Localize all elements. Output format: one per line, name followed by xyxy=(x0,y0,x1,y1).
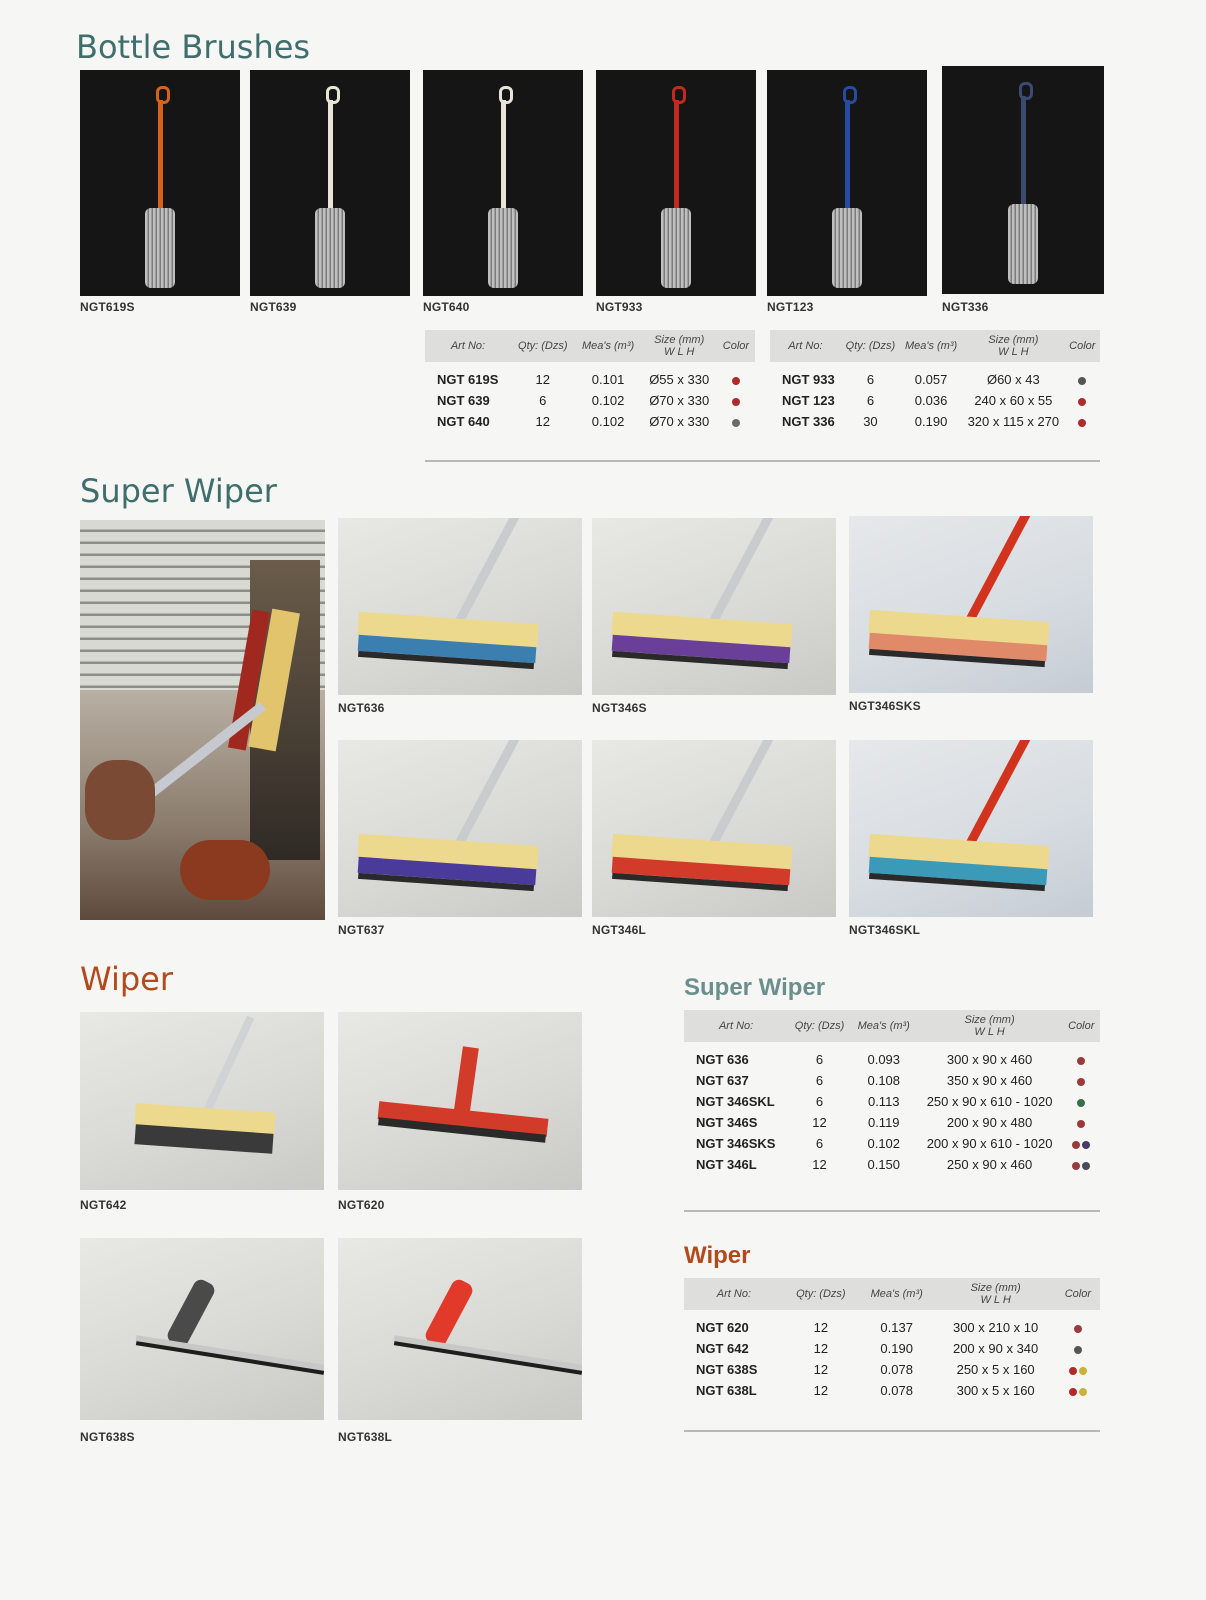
product-code-caption: NGT346SKS xyxy=(849,699,921,713)
cell-size: 240 x 60 x 55 xyxy=(974,393,1053,408)
col-meas: Mea's (m³) xyxy=(851,1010,917,1042)
cell-meas: 0.102 xyxy=(591,393,625,408)
cell-art: NGT 637 xyxy=(696,1073,749,1088)
cell-art: NGT 638S xyxy=(696,1362,758,1377)
bottle-brush-photo xyxy=(596,70,756,296)
wiper-photo xyxy=(338,1238,582,1420)
cell-size: 200 x 90 x 340 xyxy=(952,1341,1039,1356)
cell-meas: 0.102 xyxy=(867,1136,901,1151)
table-row xyxy=(684,1338,1100,1359)
cell-color xyxy=(717,362,755,390)
color-swatch xyxy=(1069,1367,1077,1375)
product-code-caption: NGT636 xyxy=(338,701,385,715)
bottle-brush-spec-table-right xyxy=(770,330,1100,432)
color-swatch xyxy=(1074,1346,1082,1354)
col-qty: Qty: (Dzs) xyxy=(841,330,900,362)
cell-art: NGT 636 xyxy=(696,1052,749,1067)
brush-handle xyxy=(1021,96,1026,206)
color-swatch xyxy=(1074,1325,1082,1333)
cell-meas: 0.108 xyxy=(867,1073,901,1088)
table-row xyxy=(684,1112,1100,1133)
col-art: Art No: xyxy=(684,1010,788,1042)
cell-art: NGT 638L xyxy=(696,1383,757,1398)
cell-meas: 0.150 xyxy=(867,1157,901,1172)
color-swatch xyxy=(732,398,740,406)
table-row xyxy=(684,1359,1100,1380)
cell-color xyxy=(1063,1133,1100,1154)
cell-color xyxy=(1063,1091,1100,1112)
table-row xyxy=(770,411,1100,432)
cell-size: 250 x 90 x 460 xyxy=(946,1157,1033,1172)
cell-color xyxy=(1065,362,1100,390)
product-code-caption: NGT638S xyxy=(80,1430,135,1444)
cell-art: NGT 346L xyxy=(696,1157,757,1172)
cell-meas: 0.101 xyxy=(591,372,625,387)
cell-size: 200 x 90 x 610 - 1020 xyxy=(926,1136,1053,1151)
cell-color xyxy=(1056,1310,1100,1338)
cell-meas: 0.078 xyxy=(880,1383,913,1398)
cell-meas: 0.036 xyxy=(914,393,948,408)
table-row xyxy=(770,390,1100,411)
cell-meas: 0.119 xyxy=(867,1115,900,1130)
brush-bristles xyxy=(488,208,518,288)
cell-qty: 30 xyxy=(863,414,878,429)
cell-art: NGT 933 xyxy=(782,372,835,387)
table-row xyxy=(425,411,755,432)
cell-qty: 6 xyxy=(815,1052,824,1067)
cell-meas: 0.102 xyxy=(591,414,625,429)
cell-meas: 0.190 xyxy=(914,414,948,429)
color-swatch xyxy=(1078,377,1086,385)
cell-meas: 0.093 xyxy=(867,1052,901,1067)
table-row xyxy=(684,1310,1100,1338)
cell-qty: 6 xyxy=(815,1136,824,1151)
product-code-caption: NGT637 xyxy=(338,923,385,937)
bottle-brush-photo xyxy=(767,70,927,296)
bottle-brush-photo xyxy=(942,66,1104,294)
col-art: Art No: xyxy=(425,330,511,362)
color-swatch xyxy=(1072,1162,1080,1170)
col-color: Color xyxy=(1056,1278,1100,1310)
color-swatch xyxy=(1082,1141,1090,1149)
brush-handle xyxy=(674,100,679,210)
brush-handle xyxy=(845,100,850,210)
color-swatch xyxy=(1069,1388,1077,1396)
col-qty: Qty: (Dzs) xyxy=(784,1278,858,1310)
cell-color xyxy=(1063,1042,1100,1070)
super-wiper-photo xyxy=(592,740,836,917)
cell-color xyxy=(1063,1070,1100,1091)
cell-art: NGT 123 xyxy=(782,393,835,408)
color-swatch xyxy=(732,419,740,427)
cell-size: 350 x 90 x 460 xyxy=(946,1073,1033,1088)
product-code-caption: NGT640 xyxy=(423,300,470,314)
cell-size: 250 x 5 x 160 xyxy=(956,1362,1035,1377)
product-code-caption: NGT336 xyxy=(942,300,989,314)
brush-bristles xyxy=(832,208,862,288)
color-swatch xyxy=(1078,398,1086,406)
wiper-handle xyxy=(165,1277,217,1349)
cell-size: 300 x 5 x 160 xyxy=(956,1383,1035,1398)
wiper-photo xyxy=(80,1238,324,1420)
color-swatch xyxy=(1079,1367,1087,1375)
table-row xyxy=(684,1091,1100,1112)
cell-qty: 6 xyxy=(539,393,547,408)
brush-bristles xyxy=(1008,204,1038,284)
super-wiper-photo xyxy=(338,518,582,695)
cell-color xyxy=(1063,1112,1100,1133)
cell-qty: 12 xyxy=(535,414,551,429)
cell-qty: 12 xyxy=(813,1320,829,1335)
cell-qty: 12 xyxy=(813,1341,829,1356)
wiper-photo xyxy=(80,1012,324,1190)
table-row xyxy=(684,1380,1100,1401)
cell-art: NGT 346S xyxy=(696,1115,758,1130)
table-row xyxy=(684,1042,1100,1070)
bottle-brush-photo xyxy=(423,70,583,296)
product-code-caption: NGT346S xyxy=(592,701,647,715)
cell-color xyxy=(1056,1359,1100,1380)
cell-art: NGT 336 xyxy=(782,414,835,429)
cell-size: 300 x 90 x 460 xyxy=(946,1052,1033,1067)
product-code-caption: NGT346SKL xyxy=(849,923,921,937)
col-size: Size (mm) W L H xyxy=(641,330,716,362)
super-wiper-spec-table xyxy=(684,1010,1100,1175)
super-wiper-scene-photo xyxy=(80,520,325,920)
super-wiper-title: Super Wiper xyxy=(80,472,277,510)
cell-size: Ø70 x 330 xyxy=(649,414,710,429)
product-code-caption: NGT933 xyxy=(596,300,643,314)
bottle-brush-photo xyxy=(250,70,410,296)
product-code-caption: NGT638L xyxy=(338,1430,393,1444)
brush-bristles xyxy=(145,208,175,288)
table-row xyxy=(684,1070,1100,1091)
super-wiper-photo xyxy=(849,740,1093,917)
product-code-caption: NGT642 xyxy=(80,1198,127,1212)
brush-handle xyxy=(158,100,163,210)
cell-meas: 0.078 xyxy=(880,1362,913,1377)
table-row xyxy=(425,390,755,411)
cell-art: NGT 620 xyxy=(696,1320,749,1335)
cell-qty: 12 xyxy=(535,372,551,387)
cell-size: Ø70 x 330 xyxy=(649,393,710,408)
cell-qty: 12 xyxy=(812,1115,827,1130)
table-row xyxy=(425,362,755,390)
super-wiper-photo xyxy=(849,516,1093,693)
col-size: Size (mm) W L H xyxy=(962,330,1065,362)
col-art: Art No: xyxy=(684,1278,784,1310)
cell-meas: 0.113 xyxy=(867,1094,900,1109)
wiper-rubber xyxy=(136,1341,324,1375)
brush-handle xyxy=(328,100,333,210)
col-color: Color xyxy=(1065,330,1100,362)
cell-color xyxy=(1065,411,1100,432)
cell-meas: 0.137 xyxy=(880,1320,913,1335)
product-code-caption: NGT639 xyxy=(250,300,297,314)
cell-meas: 0.190 xyxy=(880,1341,913,1356)
product-code-caption: NGT346L xyxy=(592,923,647,937)
color-swatch xyxy=(1079,1388,1087,1396)
cell-color xyxy=(717,411,755,432)
table-row xyxy=(684,1133,1100,1154)
col-color: Color xyxy=(1063,1010,1100,1042)
cell-size: 300 x 210 x 10 xyxy=(952,1320,1039,1335)
col-meas: Mea's (m³) xyxy=(575,330,642,362)
wiper-table-title: Wiper xyxy=(684,1242,751,1269)
cell-qty: 6 xyxy=(866,393,875,408)
cell-color xyxy=(1065,390,1100,411)
cell-size: Ø60 x 43 xyxy=(986,372,1040,387)
product-code-caption: NGT123 xyxy=(767,300,814,314)
cell-qty: 6 xyxy=(866,372,875,387)
cell-qty: 6 xyxy=(815,1094,824,1109)
brush-bristles xyxy=(315,208,345,288)
bottle-brush-spec-table-left xyxy=(425,330,755,432)
cell-qty: 6 xyxy=(815,1073,824,1088)
product-code-caption: NGT620 xyxy=(338,1198,385,1212)
product-code-caption: NGT619S xyxy=(80,300,135,314)
col-size: Size (mm) W L H xyxy=(917,1010,1063,1042)
color-swatch xyxy=(1077,1120,1085,1128)
super-wiper-photo xyxy=(592,518,836,695)
cell-color xyxy=(1056,1338,1100,1359)
cell-meas: 0.057 xyxy=(914,372,948,387)
table-row xyxy=(770,362,1100,390)
cell-qty: 12 xyxy=(813,1383,829,1398)
super-wiper-table-title: Super Wiper xyxy=(684,974,826,1001)
cell-size: 200 x 90 x 480 xyxy=(946,1115,1033,1130)
bottle-brush-photo xyxy=(80,70,240,296)
col-color: Color xyxy=(717,330,755,362)
col-qty: Qty: (Dzs) xyxy=(788,1010,851,1042)
divider xyxy=(684,1430,1100,1432)
color-swatch xyxy=(1077,1078,1085,1086)
wiper-title: Wiper xyxy=(80,960,173,998)
color-swatch xyxy=(1077,1057,1085,1065)
cell-art: NGT 642 xyxy=(696,1341,749,1356)
cell-color xyxy=(717,390,755,411)
cell-art: NGT 346SKL xyxy=(696,1094,775,1109)
color-swatch xyxy=(1078,419,1086,427)
cell-art: NGT 619S xyxy=(437,372,499,387)
wiper-photo xyxy=(338,1012,582,1190)
col-art: Art No: xyxy=(770,330,841,362)
col-meas: Mea's (m³) xyxy=(900,330,962,362)
cell-size: 320 x 115 x 270 xyxy=(967,414,1060,429)
wiper-handle xyxy=(423,1277,475,1349)
color-swatch xyxy=(732,377,740,385)
cell-qty: 12 xyxy=(812,1157,827,1172)
cell-art: NGT 639 xyxy=(437,393,490,408)
color-swatch xyxy=(1082,1162,1090,1170)
color-swatch xyxy=(1072,1141,1080,1149)
col-size: Size (mm) W L H xyxy=(936,1278,1056,1310)
cell-art: NGT 640 xyxy=(437,414,490,429)
divider xyxy=(425,460,1100,462)
cell-color xyxy=(1063,1154,1100,1175)
wiper-rubber xyxy=(394,1341,582,1375)
brush-handle xyxy=(501,100,506,210)
cell-art: NGT 346SKS xyxy=(696,1136,776,1151)
cell-color xyxy=(1056,1380,1100,1401)
col-qty: Qty: (Dzs) xyxy=(511,330,575,362)
wiper-handle xyxy=(453,1046,479,1118)
bottle-brushes-title: Bottle Brushes xyxy=(76,28,311,66)
wiper-spec-table xyxy=(684,1278,1100,1401)
cell-size: 250 x 90 x 610 - 1020 xyxy=(926,1094,1053,1109)
col-meas: Mea's (m³) xyxy=(858,1278,936,1310)
table-row xyxy=(684,1154,1100,1175)
color-swatch xyxy=(1077,1099,1085,1107)
cell-qty: 12 xyxy=(813,1362,829,1377)
divider xyxy=(684,1210,1100,1212)
super-wiper-photo xyxy=(338,740,582,917)
cell-size: Ø55 x 330 xyxy=(649,372,710,387)
brush-bristles xyxy=(661,208,691,288)
